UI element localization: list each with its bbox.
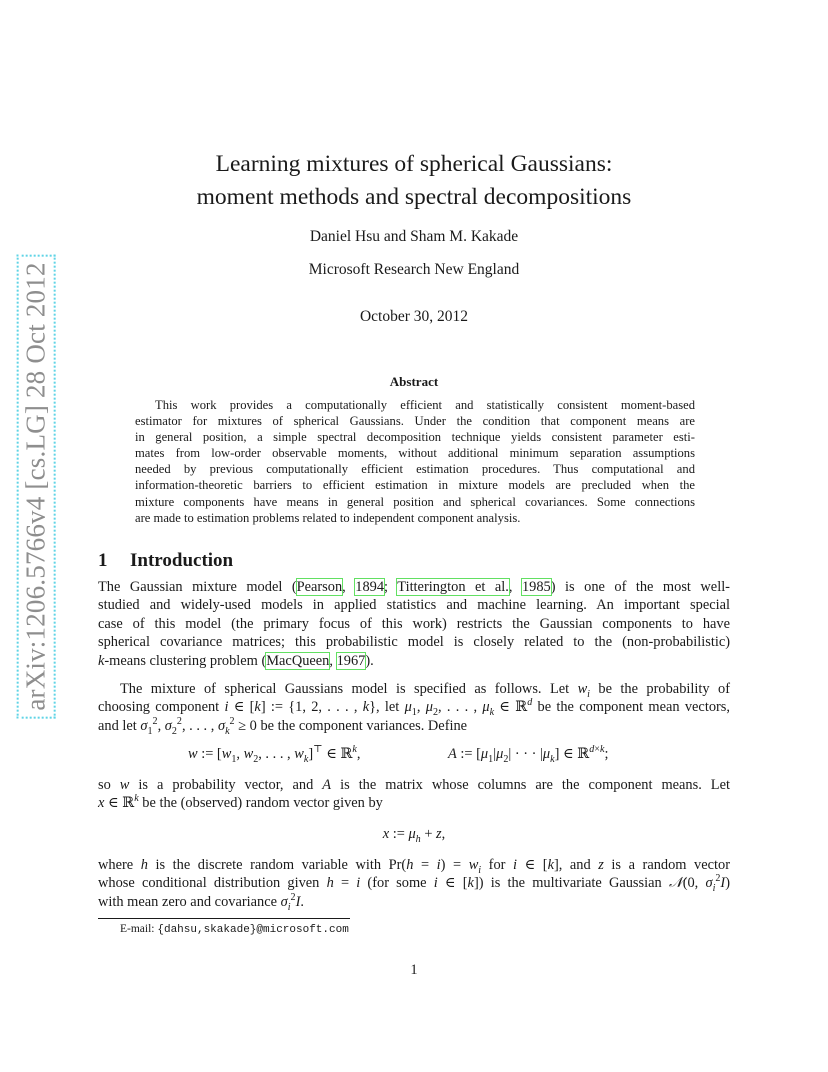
abstract-heading: Abstract — [389, 374, 439, 389]
footnote-email: {dahsu,skakade}@microsoft.com — [157, 924, 349, 936]
authors: Daniel Hsu and Sham M. Kakade — [309, 228, 519, 245]
text-run: is a random vector — [603, 857, 731, 873]
text-line: with mean zero and covariance $\sigma_i^2I$. — [98, 892, 304, 913]
intro-paragraph-1 — [98, 578, 730, 670]
text-run: be the probability of — [589, 681, 730, 697]
title-line-1: Learning mixtures of spherical Gaussians: — [215, 151, 613, 177]
abstract-line: estimator for mixtures of spherical Gaussians. Under the condition that component means are — [135, 414, 695, 429]
text-line: choosing component i ∈ [k] := {1, 2, . . . , k}, let $\mu_1$, $\mu_2$, . . . , $\mu_k$ ∈ ℝ$^d$ be the component mean vectors, — [98, 697, 731, 719]
text-run: is a probability vector, and — [129, 777, 323, 793]
text-line: spherical covariance matrices; this probabilistic model is closely related to the (non-probabilistic) — [98, 634, 730, 651]
text-run: be the (observed) random vector given by — [138, 795, 383, 812]
section-heading — [98, 550, 233, 572]
abstract-line: in general position, a simple spectral decomposition technique yields consistent parameter esti- — [135, 430, 695, 445]
page-number: 1 — [410, 962, 418, 978]
text-line: The mixture of spherical Gaussians model is specified as follows. Let $w_i$ be the probability of — [120, 681, 730, 700]
text-run: -means clustering problem ( — [104, 652, 267, 669]
text-run: , let — [376, 699, 405, 716]
equation-w-definition: w := [$w_1$, $w_2$, . . . , $w_k]^⊤$ ∈ ℝ$^k$, — [188, 744, 361, 765]
text-run: ). — [365, 652, 374, 669]
text-run: choosing component — [98, 699, 225, 716]
text-run: is the discrete random variable with Pr( — [147, 857, 407, 873]
abstract-body — [135, 397, 695, 526]
abstract-line: mixture components have means in general position and spherical covariances. Some connections — [135, 494, 695, 509]
text-run: be the component variances. Define — [256, 717, 468, 734]
text-run: so — [98, 777, 120, 793]
text-run: is the matrix whose columns are the component means. Let — [331, 777, 730, 793]
footnote — [120, 923, 349, 936]
equation-x-definition: x := $\mu_h + z$, — [382, 826, 446, 845]
text-run: where — [98, 857, 141, 873]
text-run: ) is the multivariate Gaussian — [478, 875, 669, 892]
text-line: k-means clustering problem (MacQueen, 1967). — [98, 652, 374, 669]
citation-link-macqueen-year[interactable]: 1967 — [336, 652, 366, 669]
text-run: , and — [558, 857, 599, 873]
citation-link-macqueen[interactable]: MacQueen — [266, 652, 330, 669]
text-run: for — [481, 857, 514, 873]
abstract-line: needed by previous computationally efficient estimation procedures. Thus computational and — [135, 462, 695, 477]
text-run: , — [508, 579, 522, 595]
paper-title — [0, 148, 828, 214]
text-run: whose conditional distribution given — [98, 875, 327, 892]
text-line: case of this model (the primary focus of this work) restricts the Gaussian components to have — [98, 615, 730, 632]
abstract-line: are made to estimation problems related to independent component analysis. — [135, 510, 521, 525]
abstract-line: This work provides a computationally efficient and statistically consistent moment-based — [155, 398, 695, 412]
text-line: x ∈ ℝ$^k$ be the (observed) random vector given by — [98, 793, 383, 812]
text-run: be the component mean vectors, — [532, 699, 731, 716]
text-run: ) = — [440, 857, 469, 873]
text-line: where h is the discrete random variable with $Pr(h = i) = w_i$ for i ∈ [k], and z is a random vector — [98, 857, 731, 876]
text-run: The mixture of spherical Gaussians model is specified as follows. Let — [120, 681, 578, 697]
citation-link-pearson[interactable] — [297, 579, 343, 595]
text-line: so w is a probability vector, and A is the matrix whose columns are the component means. Let — [98, 777, 730, 793]
arxiv-side-stamp[interactable] — [14, 262, 58, 710]
abstract-line: information-theoretic barriers to efficient estimation in mixture models are precluded when the — [135, 478, 695, 493]
text-run: , — [329, 652, 337, 669]
abstract-line: mates from low-order observable moments, without additional minimum separation assumptions — [135, 446, 695, 461]
citation-text[interactable]: Pearson — [296, 579, 343, 595]
citation-link-titterington-year[interactable]: 1985 — [521, 579, 551, 595]
text-run: and let — [98, 717, 141, 734]
footnote-label: E-mail: — [120, 923, 158, 935]
arxiv-identifier-link[interactable]: arXiv:1206.5766v4 [cs.LG] 28 Oct 2012 — [21, 258, 52, 714]
text-run: with mean zero and covariance — [98, 893, 281, 910]
publication-date: October 30, 2012 — [359, 308, 469, 325]
affiliation: Microsoft Research New England — [308, 261, 520, 278]
equation-a-definition: A := [$\mu_1|\mu_2|$ · · · $|\mu_k$] ∈ ℝ$^{d\times k}$; — [448, 744, 609, 765]
text-line — [98, 578, 730, 596]
title-line-2: moment methods and spectral decompositions — [196, 184, 632, 210]
intro-paragraph-4 — [98, 856, 730, 911]
text-run: (for some — [360, 875, 434, 892]
text-line: studied and widely-used models in applied statistics and machine learning. An important special — [98, 597, 730, 614]
intro-paragraph-3 — [98, 776, 730, 813]
text-run: ) is one of the most well- — [550, 579, 730, 595]
text-line: whose conditional distribution given h = i (for some i ∈ [k]) is the multivariate Gaussian 𝒩(0, $\sigma_i^2I$) — [98, 873, 731, 895]
citation-link-pearson-year[interactable]: 1894 — [355, 579, 385, 595]
intro-paragraph-2 — [98, 680, 730, 735]
text-run: ; — [384, 579, 398, 595]
citation-link-titterington[interactable]: Titterington et al. — [397, 579, 509, 595]
section-title: Introduction — [130, 550, 234, 571]
footnote-rule — [98, 918, 350, 919]
text-run: , — [342, 579, 356, 595]
text-line: and let $\sigma_1^2$, $\sigma_2^2$, . . . , $\sigma_k^2 \ge 0$ be the component variances. Define — [98, 716, 468, 737]
text-run: The Gaussian mixture model ( — [98, 579, 297, 595]
section-number: 1 — [98, 550, 108, 571]
